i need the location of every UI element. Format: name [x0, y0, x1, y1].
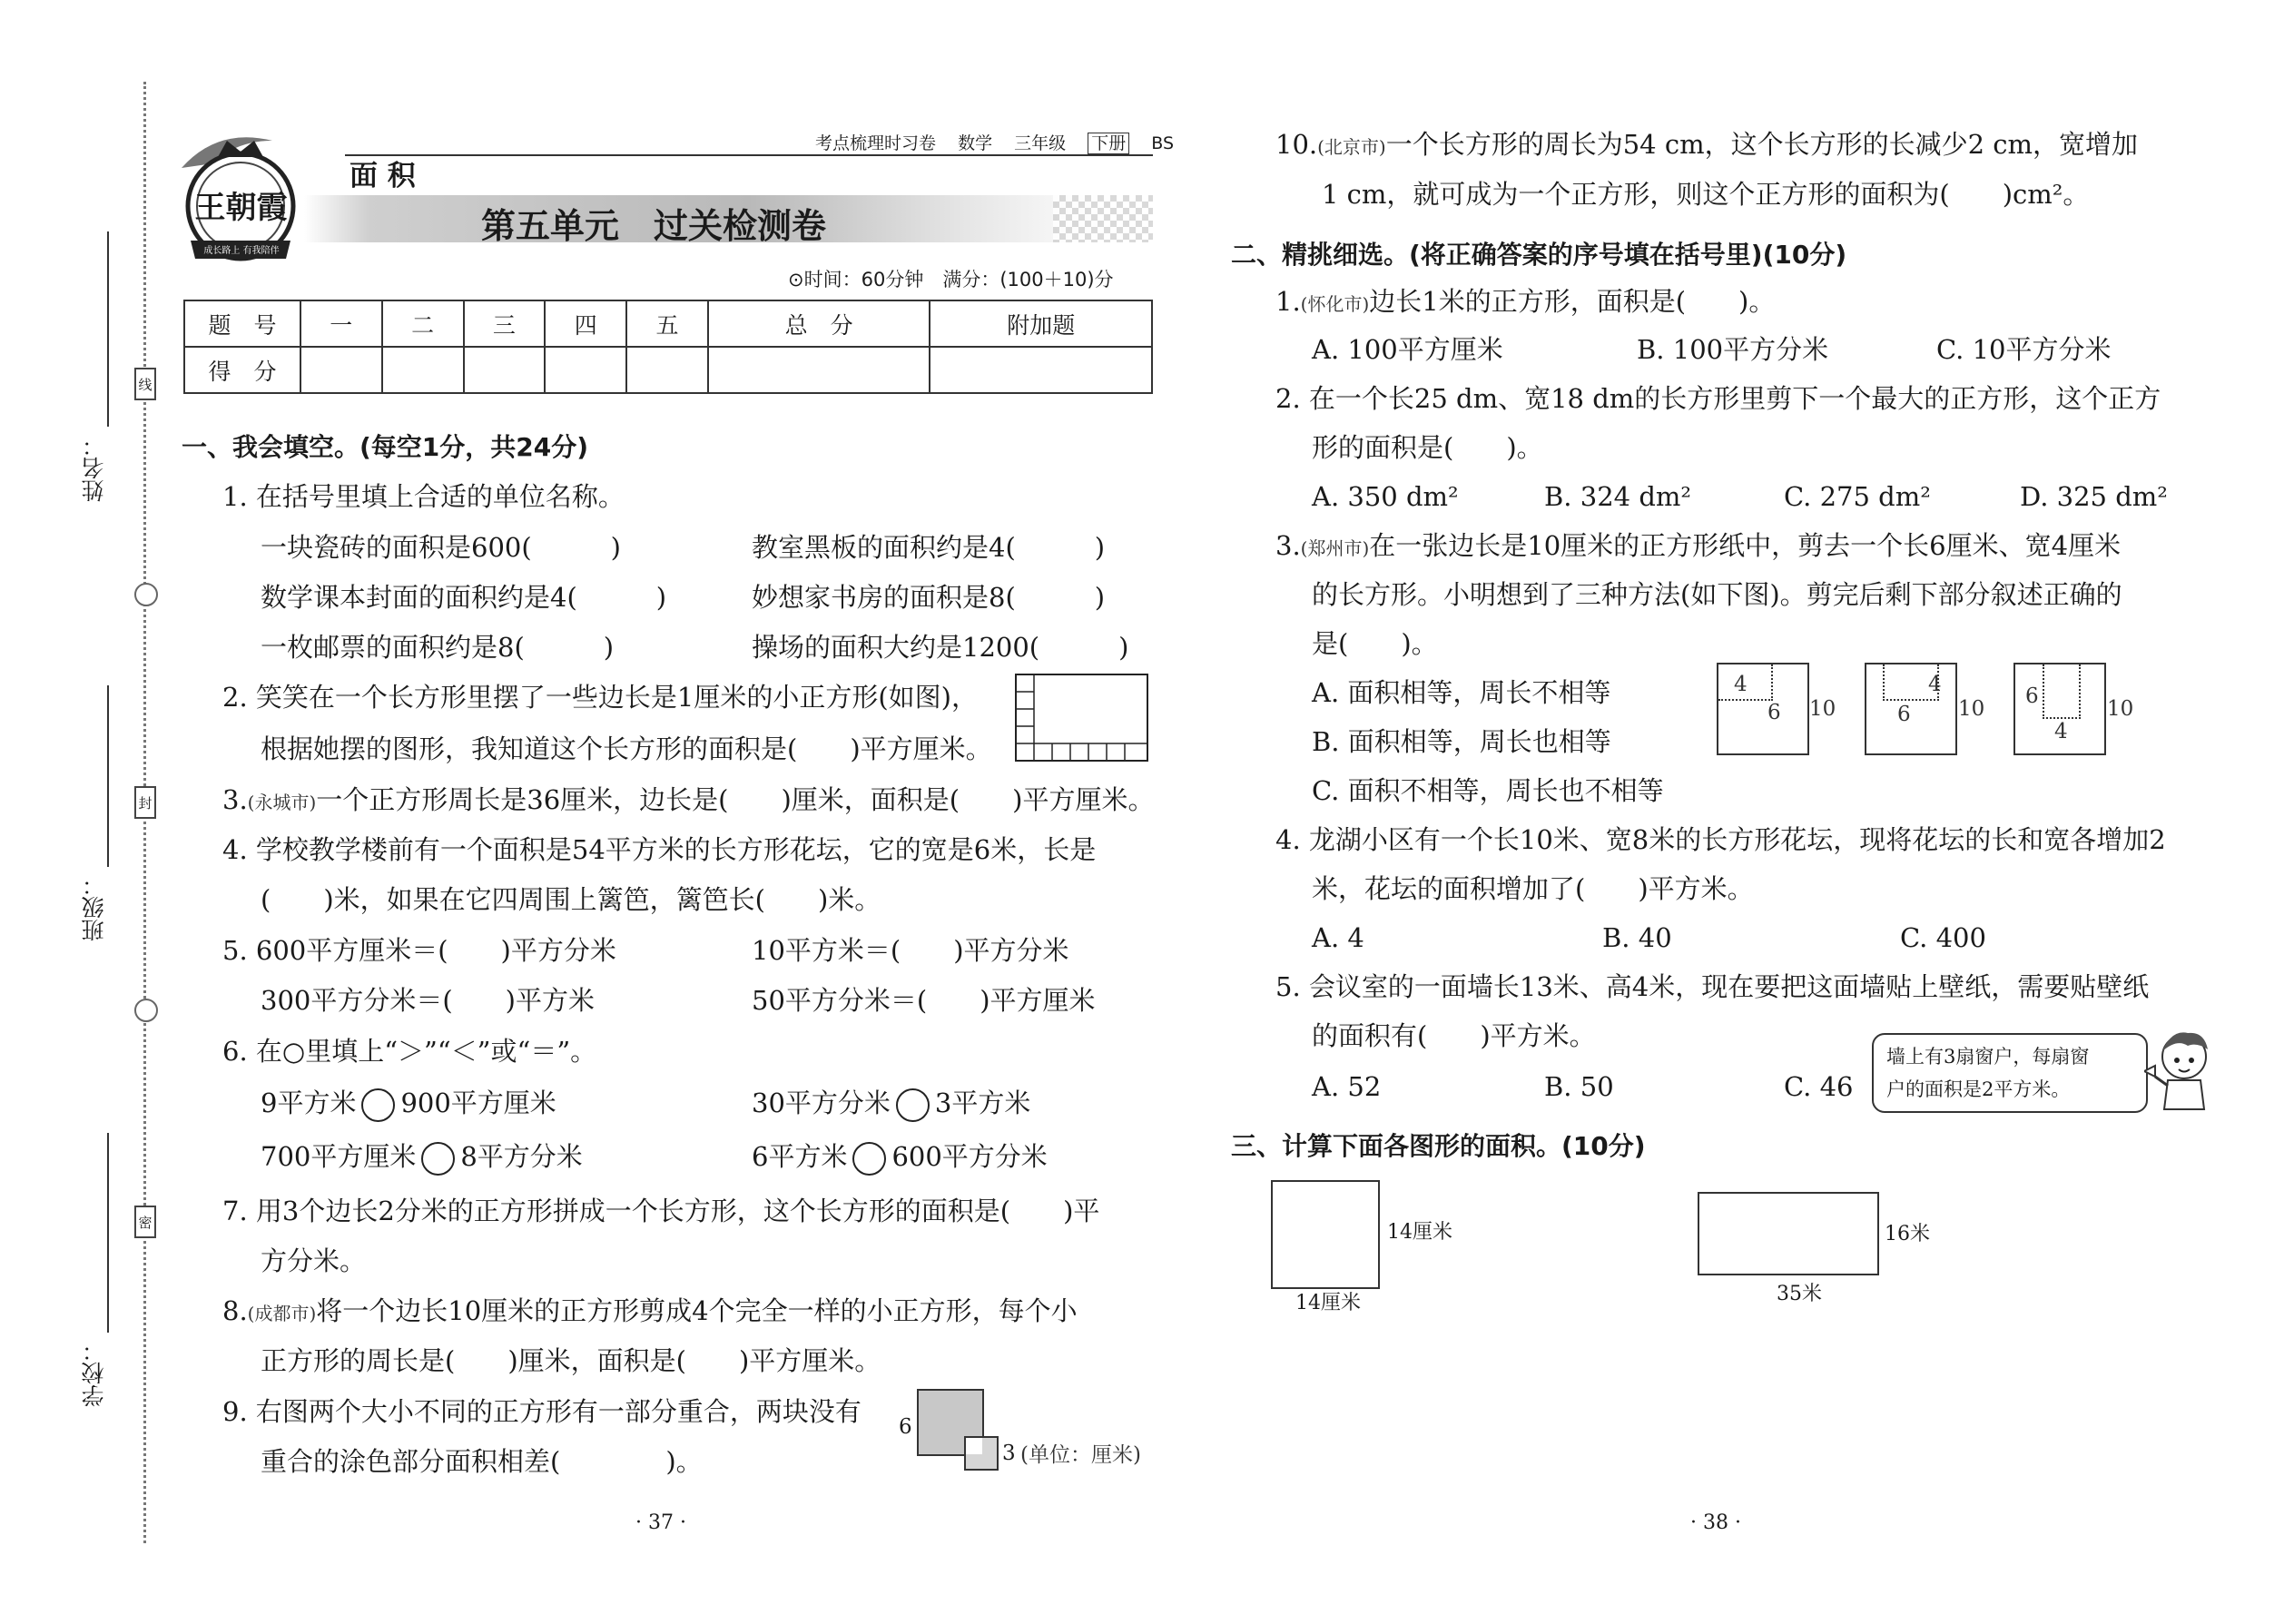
q8-prefix: 8.: [222, 1295, 248, 1326]
s2q3-option-a[interactable]: A. 面积相等，周长不相等: [1312, 677, 1611, 708]
score-header-cell: 附加题: [930, 300, 1152, 347]
q6-a-compare-circle[interactable]: [361, 1088, 395, 1122]
q6-b: [752, 1086, 1030, 1122]
s2q5-option-b[interactable]: B. 50: [1544, 1071, 1614, 1102]
q6-stem: 6. 在○里填上“＞”“＜”或“＝”。: [222, 1036, 597, 1067]
score-cell[interactable]: [708, 347, 930, 393]
s2q3-text: 在一张边长是10厘米的正方形纸中，剪去一个长6厘米、宽4厘米: [1369, 530, 2122, 561]
score-cell[interactable]: [300, 347, 382, 393]
q6-b-compare-circle[interactable]: [896, 1088, 930, 1122]
s2q3-line2: 的长方形。小明想到了三种方法(如下图)。剪完后剩下部分叙述正确的: [1312, 579, 2122, 610]
s2q4-line1: 4. 龙湖小区有一个长10米、宽8米的长方形花坛，现将花坛的长和宽各增加2: [1275, 824, 2166, 855]
school-line: [107, 1133, 109, 1333]
q1-f: 操场的面积大约是1200( ): [752, 632, 1129, 663]
s2q5-line1: 5. 会议室的一面墙长13米、高4米，现在要把这面墙贴上壁纸，需要贴壁纸: [1275, 971, 2150, 1002]
s2q2-option-d[interactable]: D. 325 dm²: [2020, 481, 2168, 512]
grade: 三年级: [1014, 133, 1067, 153]
s2q3-fig2-label-10: 10: [1958, 697, 1985, 721]
s2q2-option-a[interactable]: A. 350 dm²: [1312, 481, 1459, 512]
q9-line2: 重合的涂色部分面积相差( )。: [261, 1446, 703, 1477]
q8-region: (成都市): [247, 1303, 317, 1324]
edition: BS: [1151, 133, 1175, 153]
s2q1-stem: [1275, 284, 1775, 321]
q1-c: 数学课本封面的面积约是4( ): [261, 582, 667, 613]
score-header-cell: 二: [382, 300, 464, 347]
q7-line2: 方分米。: [261, 1245, 367, 1276]
class-line: [107, 685, 109, 867]
class-label: 班级：: [81, 873, 107, 941]
q10-line2: 1 cm，就可成为一个正方形，则这个正方形的面积为( )cm²。: [1322, 179, 2090, 210]
s2q4-option-b[interactable]: B. 40: [1602, 922, 1672, 953]
hint-line2: 户的面积是2平方米。: [1886, 1078, 2071, 1100]
q6-d-compare-circle[interactable]: [852, 1142, 886, 1176]
q6-c: [261, 1139, 583, 1176]
q6-a-left: 9平方米: [261, 1088, 357, 1118]
s3-square-side-label: 14厘米: [1387, 1221, 1452, 1244]
page-number-right: · 38 ·: [1690, 1511, 1741, 1534]
score-header-cell: 题 号: [184, 300, 300, 347]
score-cell[interactable]: [545, 347, 626, 393]
s3-rectangle-bottom-label: 35米: [1777, 1283, 1822, 1305]
q2-line1: 2. 笑笑在一个长方形里摆了一些边长是1厘米的小正方形(如图)，: [222, 682, 978, 713]
q6-a: [261, 1086, 556, 1122]
score-cell[interactable]: [930, 347, 1152, 393]
binding-mark-xian: 线: [134, 368, 156, 400]
section3-title: 三、计算下面各图形的面积。(10分): [1231, 1131, 1646, 1161]
section2-title: 二、精挑细选。(将正确答案的序号填在括号里)(10分): [1231, 240, 1847, 270]
q6-a-right: 900平方厘米: [400, 1088, 556, 1118]
title-checker: [1053, 195, 1153, 242]
score-cell[interactable]: [382, 347, 464, 393]
s2q4-option-c[interactable]: C. 400: [1900, 922, 1986, 953]
q9-overlap-figure: [917, 1389, 1003, 1475]
score-header-cell: 一: [300, 300, 382, 347]
s2q1-text: 边长1米的正方形，面积是( )。: [1369, 286, 1776, 317]
s2q3-option-b[interactable]: B. 面积相等，周长也相等: [1312, 726, 1611, 757]
s3-square-figure: [1271, 1180, 1380, 1289]
s2q3-fig1-label-10: 10: [1809, 697, 1836, 721]
q3: [222, 782, 1154, 820]
hint-line1: 墙上有3扇窗户，每扇窗: [1886, 1046, 2090, 1068]
series-name: 考点梳理时习卷: [815, 133, 937, 153]
s2q4-option-a[interactable]: A. 4: [1312, 922, 1364, 953]
s2q2-option-b[interactable]: B. 324 dm²: [1544, 481, 1692, 512]
q10-text: 一个长方形的周长为54 cm，这个长方形的长减少2 cm，宽增加: [1385, 129, 2139, 160]
section1-title: 一、我会填空。(每空1分，共24分): [182, 432, 589, 462]
q1-b: 教室黑板的面积约是4( ): [752, 532, 1106, 563]
q4-line1: 4. 学校教学楼前有一个面积是54平方米的长方形花坛，它的宽是6米，长是: [222, 834, 1097, 865]
score-header-cell: 四: [545, 300, 626, 347]
s2q3-fig3-label-10: 10: [2107, 697, 2134, 721]
volume: 下册: [1088, 133, 1129, 154]
q1-stem: 1. 在括号里填上合适的单位名称。: [222, 481, 625, 512]
score-header-cell: 三: [464, 300, 546, 347]
subject: 数学: [958, 133, 993, 153]
q2-grid-figure: [1015, 674, 1149, 766]
q3-region: (永城市): [247, 792, 317, 813]
score-header-cell: 总 分: [708, 300, 930, 347]
q6-b-left: 30平方分米: [752, 1088, 891, 1118]
s2q3-line1: [1275, 528, 2121, 566]
q3-text: 一个正方形周长是36厘米，边长是( )厘米，面积是( )平方厘米。: [316, 784, 1155, 815]
name-label: 姓名：: [81, 434, 107, 502]
s2q5-option-a[interactable]: A. 52: [1312, 1071, 1382, 1102]
time-info: ⊙时间：60分钟 满分：(100＋10)分: [788, 269, 1114, 290]
q10-region: (北京市): [1317, 136, 1386, 158]
q5-b: 10平方米＝( )平方分米: [752, 935, 1069, 966]
q6-b-right: 3平方米: [934, 1088, 1031, 1118]
q1-a: 一块瓷砖的面积是600( ): [261, 532, 621, 563]
q1-e: 一枚邮票的面积约是8( ): [261, 632, 615, 663]
logo-emblem: [163, 132, 300, 268]
binding-ornament-2: [134, 999, 158, 1022]
s2q3-prefix: 3.: [1275, 530, 1301, 561]
q4-line2: ( )米，如果在它四周围上篱笆，篱笆长( )米。: [261, 884, 881, 915]
s2q2-line1: 2. 在一个长25 dm、宽18 dm的长方形里剪下一个最大的正方形，这个正方: [1275, 383, 2161, 414]
logo-text: 王朝霞: [194, 190, 288, 226]
s2q5-option-c[interactable]: C. 46: [1784, 1071, 1854, 1102]
q9-big-label: 6: [899, 1415, 912, 1439]
s2q1-option-c[interactable]: C. 10平方分米: [1936, 334, 2112, 365]
score-header-cell: 五: [626, 300, 708, 347]
q9-unit: (单位：厘米): [1020, 1443, 1141, 1467]
s2q3-fig3-label-4: 4: [2054, 720, 2068, 743]
q6-d-right: 600平方分米: [891, 1141, 1048, 1172]
score-row-label: 得 分: [184, 347, 300, 393]
s3-rectangle-side-label: 16米: [1885, 1223, 1930, 1245]
s2q2-option-c[interactable]: C. 275 dm²: [1784, 481, 1931, 512]
q6-c-right: 8平方分米: [460, 1141, 583, 1172]
q10-prefix: 10.: [1275, 129, 1318, 160]
topic-label: 面 积: [350, 160, 416, 192]
s2q3-fig2-label-6: 6: [1897, 703, 1911, 726]
score-cell[interactable]: [626, 347, 708, 393]
q8-text: 将一个边长10厘米的正方形剪成4个完全一样的小正方形，每个小: [316, 1295, 1078, 1326]
hint-speech-bubble: [1872, 1033, 2148, 1113]
header-rule: [345, 154, 1153, 156]
binding-mark-mi: 密: [134, 1206, 156, 1238]
s2q1-prefix: 1.: [1275, 286, 1301, 317]
q2-line2: 根据她摆的图形，我知道这个长方形的面积是( )平方厘米。: [261, 733, 992, 764]
page-title: 第五单元 过关检测卷: [481, 206, 827, 246]
s2q5-line2: 的面积有( )平方米。: [1312, 1020, 1596, 1051]
s2q1-option-b[interactable]: B. 100平方分米: [1637, 334, 1829, 365]
score-table: [183, 300, 1153, 394]
q8-line1: [222, 1294, 1078, 1331]
binding-ornament-1: [134, 583, 158, 606]
s2q3-fig2-label-4: 4: [1928, 673, 1942, 696]
q9-line1: 9. 右图两个大小不同的正方形有一部分重合，两块没有: [222, 1396, 861, 1427]
s2q3-fig1-label-6: 6: [1767, 701, 1781, 724]
s2q3-fig3-label-6: 6: [2025, 684, 2039, 708]
s2q3-line3: 是( )。: [1312, 628, 1438, 659]
s2q3-region: (郑州市): [1300, 537, 1370, 559]
page-number-left: · 37 ·: [635, 1511, 686, 1534]
header-series-info: [815, 130, 1174, 154]
q3-prefix: 3.: [222, 784, 248, 815]
score-table-header-row: [184, 300, 1152, 347]
q9-overlap: [966, 1438, 982, 1454]
s2q3-option-c[interactable]: C. 面积不相等，周长也不相等: [1312, 775, 1664, 806]
q6-d-left: 6平方米: [752, 1141, 848, 1172]
s2q1-option-a[interactable]: A. 100平方厘米: [1312, 334, 1503, 365]
q5-d: 50平方分米＝( )平方厘米: [752, 985, 1096, 1016]
s2q4-line2: 米，花坛的面积增加了( )平方米。: [1312, 873, 1754, 904]
binding-mark-feng: 封: [134, 786, 156, 819]
q10-line1: [1275, 127, 2138, 164]
q8-line2: 正方形的周长是( )厘米，面积是( )平方厘米。: [261, 1345, 881, 1376]
q5-a: 5. 600平方厘米＝( )平方分米: [222, 935, 616, 966]
q1-d: 妙想家书房的面积是8( ): [752, 582, 1106, 613]
school-label: 学校：: [81, 1339, 107, 1407]
q7-line1: 7. 用3个边长2分米的正方形拼成一个长方形，这个长方形的面积是( )平: [222, 1196, 1100, 1226]
q6-c-left: 700平方厘米: [261, 1141, 417, 1172]
score-table-score-row: [184, 347, 1152, 393]
score-cell[interactable]: [464, 347, 546, 393]
q5-c: 300平方分米＝( )平方米: [261, 985, 595, 1016]
q6-c-compare-circle[interactable]: [421, 1142, 455, 1176]
name-line: [107, 231, 109, 427]
cartoon-boy-icon: [2144, 1026, 2220, 1120]
q9-small-label: 3: [1002, 1442, 1016, 1465]
logo-slogan: 成长路上 有我陪伴: [203, 246, 280, 256]
s3-rectangle-figure: [1698, 1192, 1879, 1275]
s2q2-line2: 形的面积是( )。: [1312, 432, 1543, 463]
s2q1-region: (怀化市): [1300, 293, 1370, 315]
s2q3-fig3-cut: [2043, 664, 2081, 719]
s2q3-fig1-label-4: 4: [1734, 673, 1748, 696]
q6-d: [752, 1139, 1048, 1176]
s3-square-bottom-label: 14厘米: [1295, 1292, 1361, 1314]
